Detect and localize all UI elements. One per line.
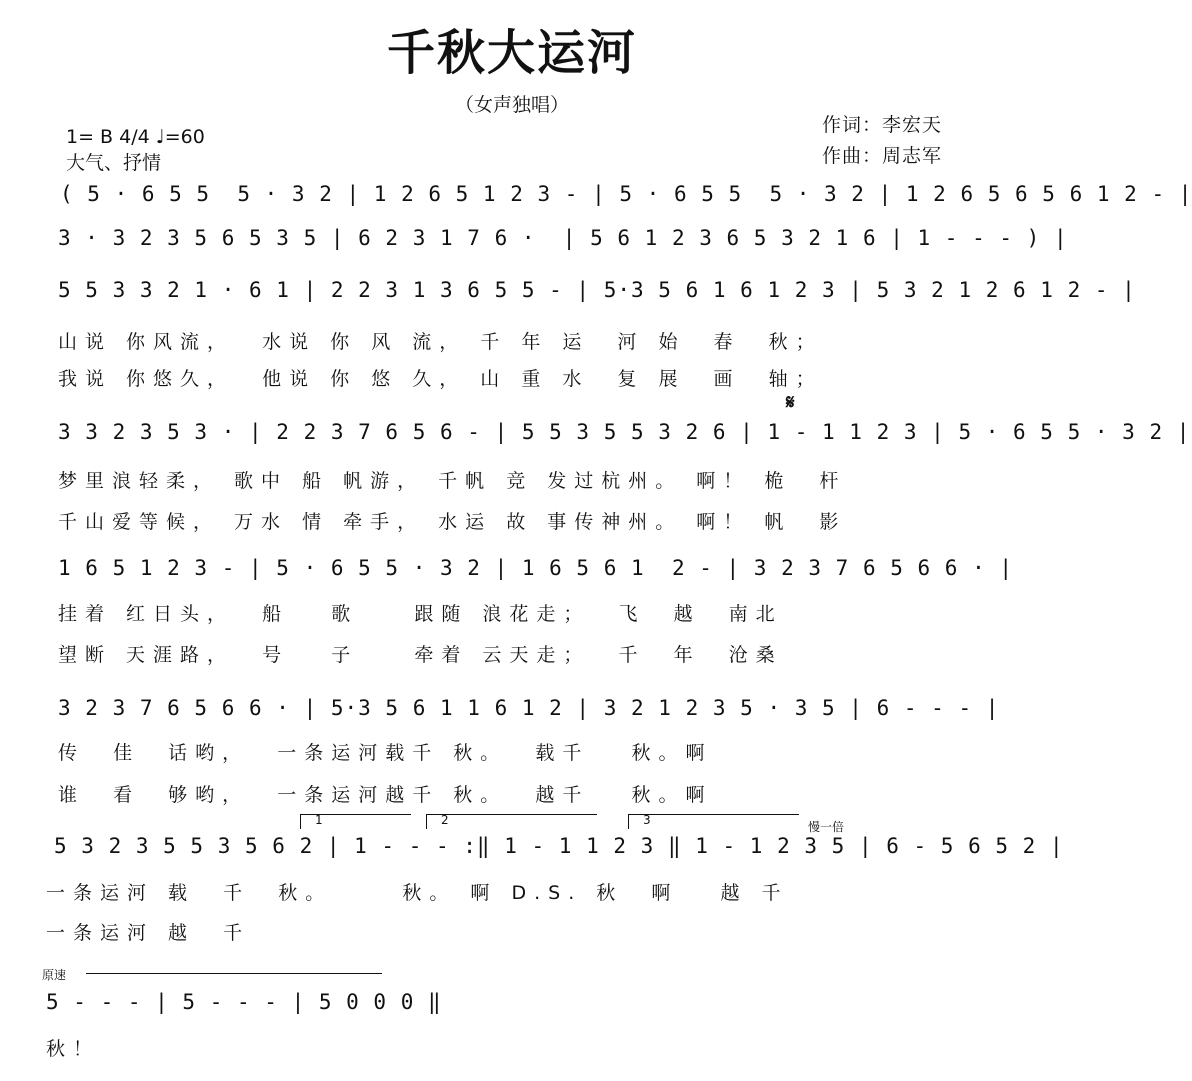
lyric-verse-2: 千山爱等候， 万水 情 牵手， 水运 故 事传神州。 啊！ 帆 影 xyxy=(58,511,847,533)
lyricist-credit: 作词：李宏天 xyxy=(822,114,943,136)
score-system-7 xyxy=(40,818,1064,878)
volta-number: 1 xyxy=(315,813,323,827)
notation-line: 3 2 3 7 6 5 6 6 · | 5·3 5 6 1 1 6 1 2 | 3 2 1 2 3 5 · 3 5 | 6 - - - | xyxy=(58,696,1000,720)
notation-line: 3 · 3 2 3 5 6 5 3 5 | 6 2 3 1 7 6 · | 5 6 1 2 3 6 5 3 2 1 6 | 1 - - - ) | xyxy=(58,226,1068,250)
composer-credit: 作曲：周志军 xyxy=(822,145,943,167)
lyric-verse-2: 我说 你悠久， 他说 你 悠 久， 山 重 水 复 展 画 轴； xyxy=(58,368,823,390)
tempo-text: ♩=60 xyxy=(155,126,205,148)
score-system-6 xyxy=(40,680,1000,740)
lyric-verse-2: 一条运河 越 千 xyxy=(46,922,251,944)
score-system-3 xyxy=(40,262,1136,322)
volta-number: 3 xyxy=(643,813,651,827)
lyric-verse-2: 谁 看 够哟， 一条运河越千 秋。 越千 秋。啊 xyxy=(58,784,713,806)
song-title: 千秋大运河 xyxy=(386,25,637,81)
key-text: 1= B 4/4 xyxy=(66,126,150,148)
lyric-verse-1: 秋！ xyxy=(46,1038,101,1060)
notation-line: 3 3 2 3 5 3 · | 2 2 3 7 6 5 6 - | 5 5 3 5 5 3 2 6 | 1 - 1 1 2 3 | 5 · 6 5 5 · 3 2 | xyxy=(58,420,1191,444)
score-system-8 xyxy=(40,974,980,1034)
score-system-2 xyxy=(40,210,1068,270)
lyric-verse-1: 梦里浪轻柔， 歌中 船 帆游， 千帆 竞 发过杭州。 啊！ 桅 杆 xyxy=(58,470,847,492)
expression-mark: 大气、抒情 xyxy=(66,152,162,174)
volta-number: 2 xyxy=(441,813,449,827)
notation-line: 5 - - - | 5 - - - | 5 0 0 0 ‖ xyxy=(46,990,442,1014)
lyric-verse-1: 山说 你风流， 水说 你 风 流， 千 年 运 河 始 春 秋； xyxy=(58,331,823,353)
song-subtitle: （女声独唱） xyxy=(454,94,569,116)
tempo-change-mark: 慢一倍 xyxy=(808,820,845,834)
lyric-verse-1: 挂着 红日头， 船 歌 跟随 浪花走； 飞 越 南北 xyxy=(58,603,783,625)
lyric-verse-2: 望断 天涯路， 号 子 牵着 云天走； 千 年 沧桑 xyxy=(58,644,783,666)
lyric-verse-1: 一条运河 载 千 秋。 秋。 啊 D.S. 秋 啊 越 千 xyxy=(46,882,789,904)
score-system-5 xyxy=(40,540,1014,600)
notation-line: 1 6 5 1 2 3 - | 5 · 6 5 5 · 3 2 | 1 6 5 6 1 2 - | 3 2 3 7 6 5 6 6 · | xyxy=(58,556,1014,580)
notation-line: ( 5 · 6 5 5 5 · 3 2 | 1 2 6 5 1 2 3 - | 5 · 6 5 5 5 · 3 2 | 1 2 6 5 6 5 6 1 2 - | xyxy=(60,182,1192,206)
segno-sign: 𝄋 xyxy=(786,390,795,414)
lyric-verse-1: 传 佳 话哟， 一条运河载千 秋。 载千 秋。啊 xyxy=(58,742,713,764)
notation-line: 5 5 3 3 2 1 · 6 1 | 2 2 3 1 3 6 5 5 - | 5·3 5 6 1 6 1 2 3 | 5 3 2 1 2 6 1 2 - | xyxy=(58,278,1136,302)
key-signature xyxy=(66,126,205,148)
tempo-return-mark: 原速 xyxy=(42,968,67,982)
notation-line: 5 3 2 3 5 5 3 5 6 2 | 1 - - - :‖ 1 - 1 1 2 3 ‖ 1 - 1 2 3 5 | 6 - 5 6 5 2 | xyxy=(54,834,1064,858)
score-system-4 xyxy=(40,404,1191,464)
